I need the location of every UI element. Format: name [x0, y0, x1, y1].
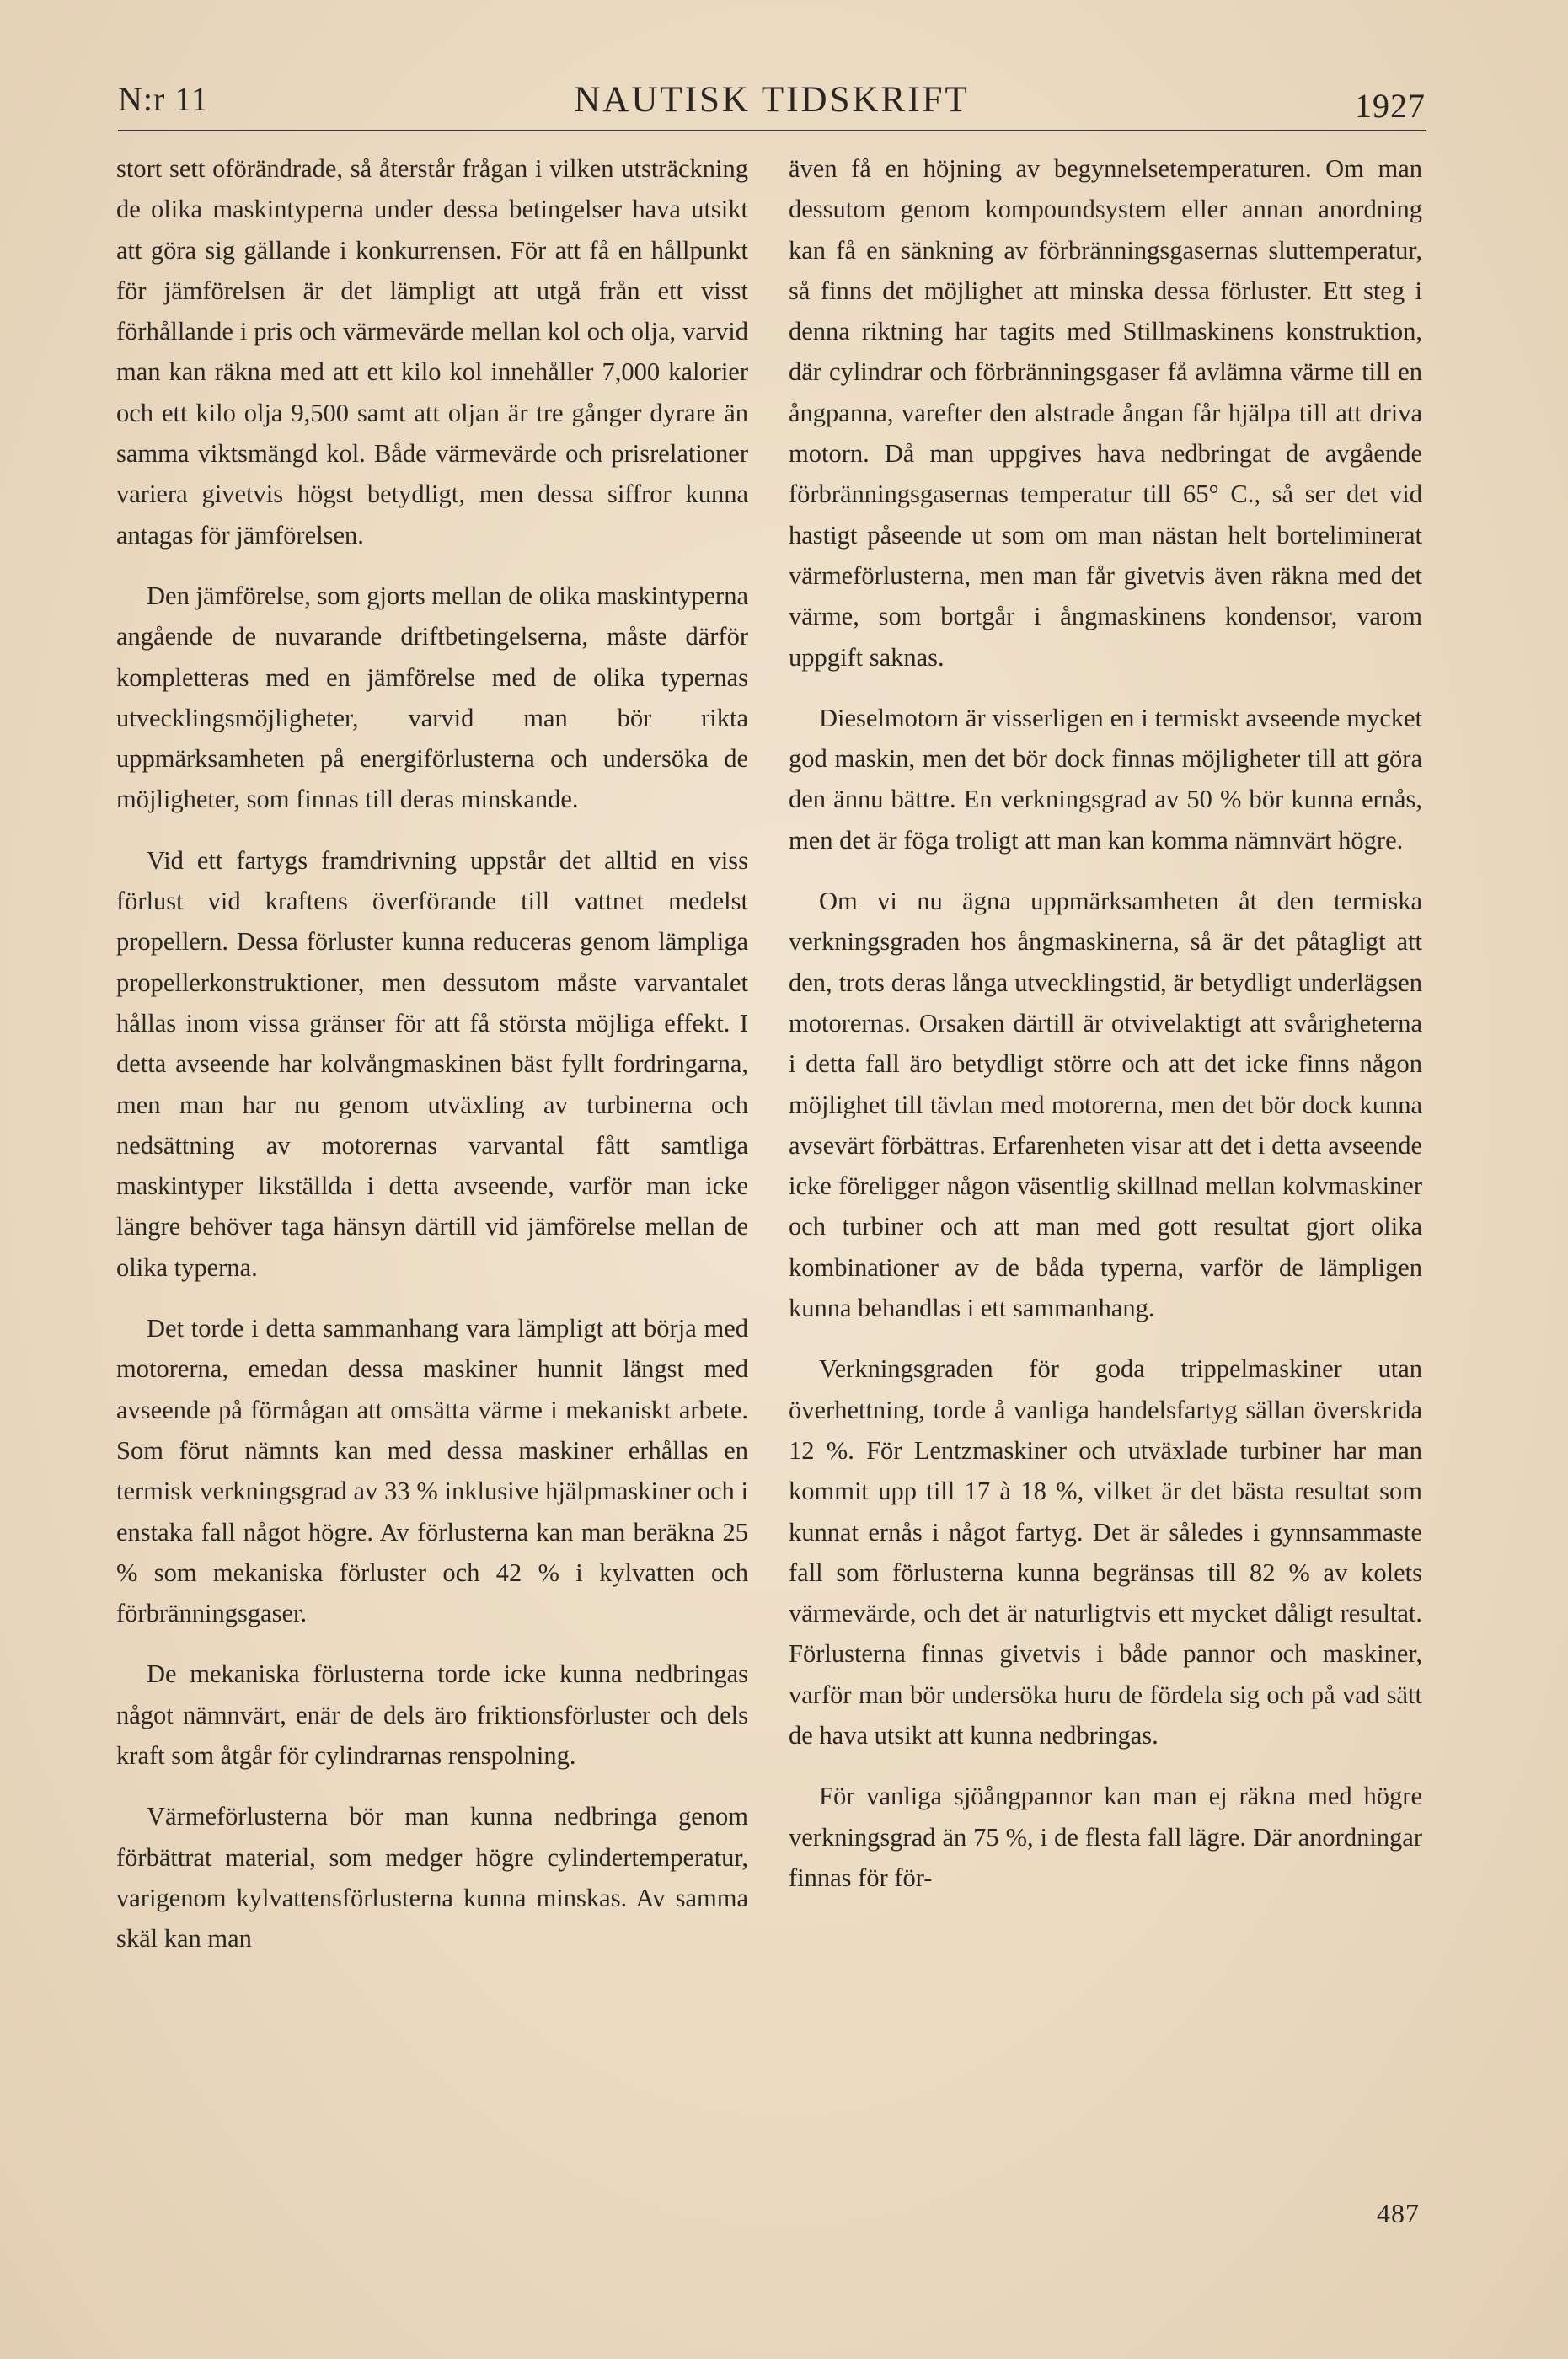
publication-year: 1927	[1355, 87, 1426, 125]
paragraph: Värmeförlusterna bör man kunna nedbringa genom förbättrat material, som medger högre cylindertemperatur, varigenom kylvattensförlusterna kunna minskas. Av samma skäl kan man	[116, 1802, 748, 1954]
page-number: 487	[1377, 2198, 1420, 2228]
paragraph: För vanliga sjöångpannor kan man ej räkna med högre verkningsgrad än 75 %, i de flesta fall lägre. Där anordningar finnas för för-	[789, 1782, 1422, 1892]
journal-title: NAUTISK TIDSKRIFT	[574, 80, 970, 120]
paragraph: Vid ett fartygs framdrivning uppstår det alltid en viss förlust vid kraftens överförande till vattnet medelst propellern. Dessa förluster kunna reduceras genom lämpliga propellerkonstruktioner, men dessutom måste varvantalet hållas inom vissa gränser för att få största möjliga effekt. I detta avseende har kolvångmaskinen bäst fyllt fordringarna, men man har nu genom utväxling av turbinerna och nedsättning av motorernas varvantal fått samtliga maskintyper likställda i detta avseende, varför man icke längre behöver taga hänsyn därtill vid jämförelse mellan de olika typerna.	[116, 845, 748, 1282]
left-column	[116, 148, 748, 1979]
paragraph: Det torde i detta sammanhang vara lämpligt att börja med motorerna, emedan dessa maskiner hunnit längst med avseende på förmågan att omsätta värme i mekaniskt arbete. Som förut nämnts kan med dessa maskiner erhållas en termisk verkningsgrad av 33 % inklusive hjälpmaskiner och i enstaka fall något högre. Av förlusterna kan man beräkna 25 % som mekaniska förluster och 42 % i kylvatten och förbränningsgaser.	[116, 1314, 748, 1628]
paragraph: Om vi nu ägna uppmärksamheten åt den termiska verkningsgraden hos ångmaskinerna, så är det påtagligt att den, trots deras långa utvecklingstid, är betydligt underlägsen motorernas. Orsaken därtill är otvivelaktigt att svårigheterna i detta fall äro betydligt större och att det icke finns någon möjlighet till tävlan med motorerna, men det bör dock kunna avsevärt förbättras. Erfarenheten visar att det i detta avseende icke föreligger någon väsentlig skillnad mellan kolvmaskiner och turbiner och att man med gott resultat gjort olika kombinationer av de båda typerna, varför de lämpligen kunna behandlas i ett sammanhang.	[789, 887, 1422, 1323]
paragraph: Den jämförelse, som gjorts mellan de olika maskintyperna angående de nuvarande driftbetingelserna, måste därför kompletteras med en jämförelse med de olika typernas utvecklingsmöjligheter, varvid man bör rikta uppmärksamheten på energiförlusterna och undersöka de möjligheter, som finnas till deras minskande.	[116, 581, 748, 814]
page-header	[118, 74, 1426, 131]
paragraph: Verkningsgraden för goda trippelmaskiner utan överhettning, torde å vanliga handelsfartyg sällan överskrida 12 %. För Lentzmaskiner och utväxlade turbiner har man kommit upp till 17 à 18 %, vilket är det bästa resultat som kunnat ernås i något fartyg. Det är således i gynnsammaste fall som förlusterna kunna begränsas till 82 % av kolets värmevärde, och det är naturligtvis ett mycket dåligt resultat. Förlusterna finnas givetvis i både pannor och maskiner, varför man bör undersöka huru de fördela sig och på vad sätt de hava utsikt att kunna nedbringas.	[789, 1354, 1422, 1750]
right-column	[789, 148, 1422, 1918]
paragraph: stort sett oförändrade, så återstår frågan i vilken utsträckning de olika maskintyperna under dessa betingelser hava utsikt att göra sig gällande i konkurrensen. För att få en hållpunkt för jämförelsen är det lämpligt att utgå från ett visst förhållande i pris och värmevärde mellan kol och olja, varvid man kan räkna med att ett kilo kol innehåller 7,000 kalorier och ett kilo olja 9,500 samt att oljan är tre gånger dyrare än samma viktsmängd kol. Både värmevärde och prisrelationer variera givetvis högst betydligt, men dessa siffror kunna antagas för jämförelsen.	[116, 154, 748, 550]
paragraph: Dieselmotorn är visserligen en i termiskt avseende mycket god maskin, men det bör dock finnas möjligheter till att göra den ännu bättre. En verkningsgrad av 50 % bör kunna ernås, men det är föga troligt att man kan komma nämnvärt högre.	[789, 703, 1422, 855]
paragraph: även få en höjning av begynnelsetemperaturen. Om man dessutom genom kompoundsystem eller annan anordning kan få en sänkning av förbränningsgasernas sluttemperatur, så finns det möjlighet att minska dessa förluster. Ett steg i denna riktning har tagits med Stillmaskinens konstruktion, där cylindrar och förbränningsgaser få avlämna värme till en ångpanna, varefter den alstrade ångan får hjälpa till att driva motorn. Då man uppgives hava nedbringat de avgående förbränningsgasernas temperatur till 65° C., så ser det vid hastigt påseende ut som om man nästan helt borteliminerat värmeförlusterna, men man får givetvis även räkna med det värme, som bortgår i ångmaskinens kondensor, varom uppgift saknas.	[789, 154, 1422, 672]
paragraph: De mekaniska förlusterna torde icke kunna nedbringas något nämnvärt, enär de dels äro friktionsförluster och dels kraft som åtgår för cylindrarnas renspolning.	[116, 1659, 748, 1770]
issue-number: N:r 11	[118, 80, 209, 118]
